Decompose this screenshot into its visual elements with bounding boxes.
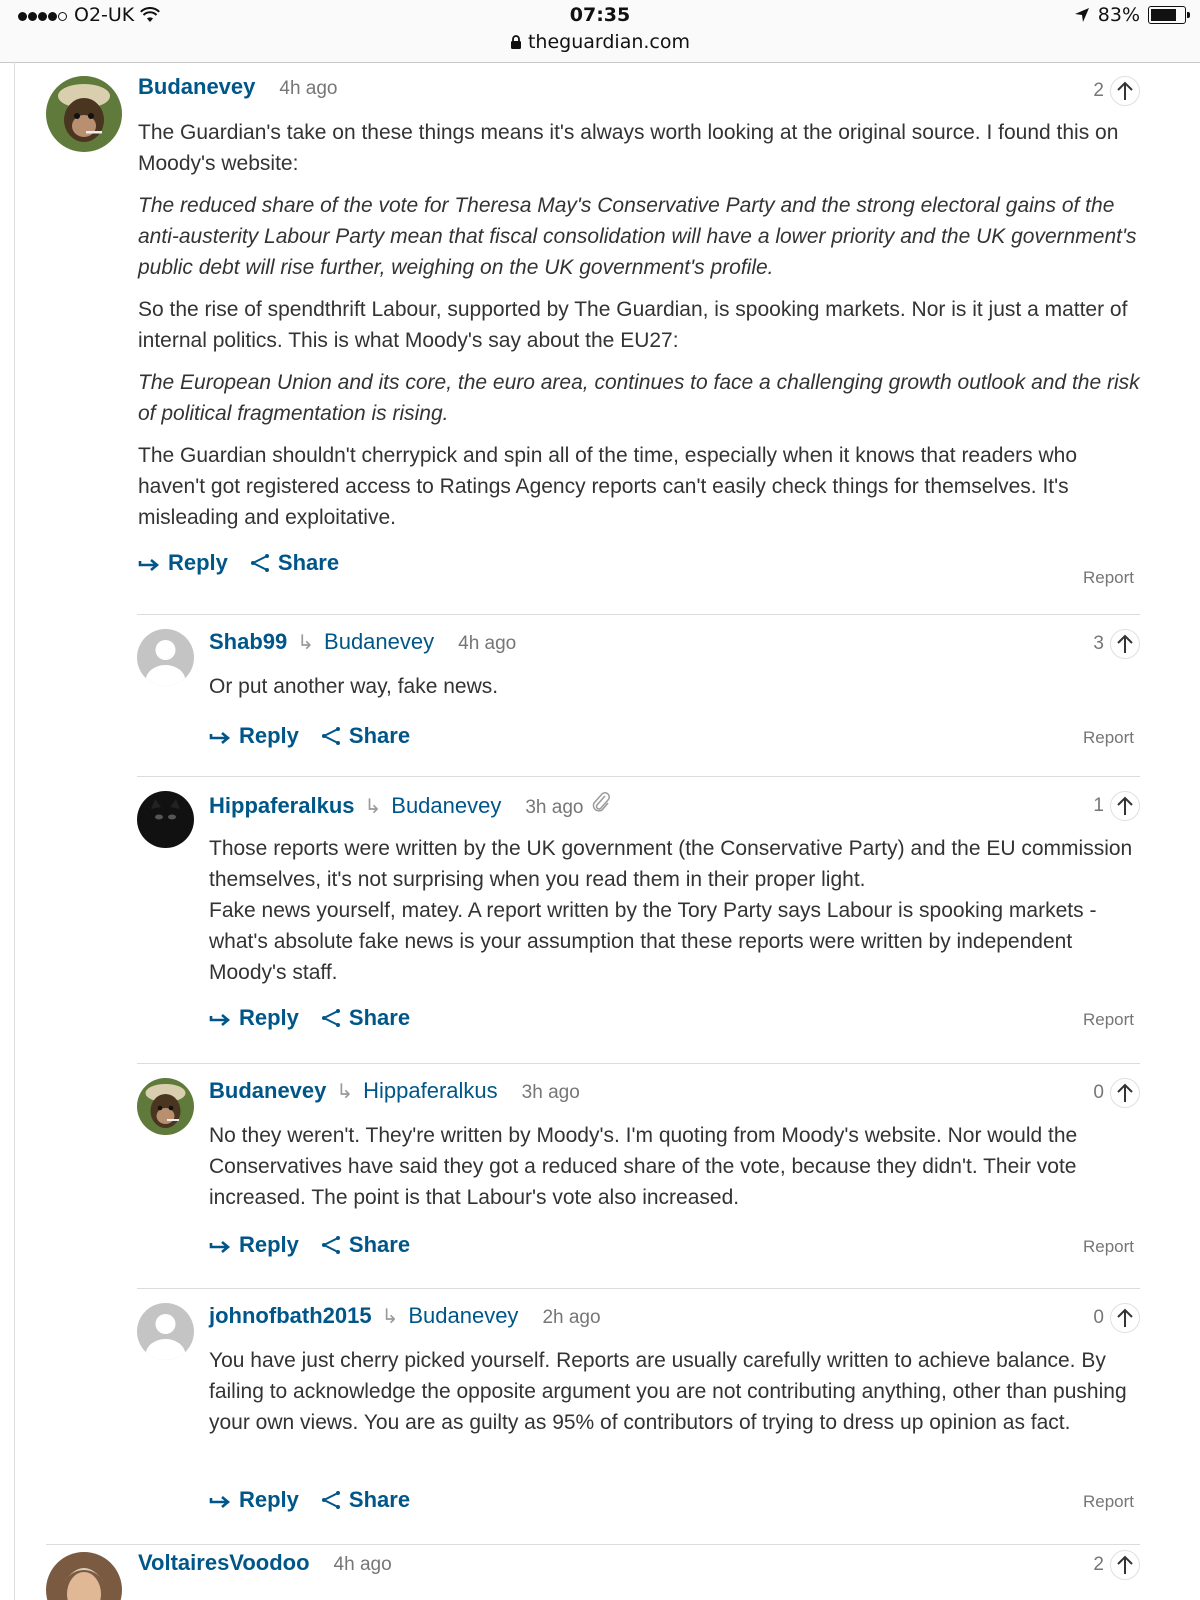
share-button[interactable]: Share	[321, 1487, 410, 1513]
recommend-control	[1093, 791, 1140, 821]
comment-author[interactable]: Budanevey	[209, 1078, 327, 1103]
share-icon	[321, 726, 341, 746]
reply-arrow-icon	[138, 555, 160, 571]
reply-to-author[interactable]: Budanevey	[408, 1303, 519, 1328]
comment-reply	[137, 614, 1140, 773]
comment-body	[138, 117, 1140, 544]
arrow-up-icon	[1116, 1555, 1134, 1575]
recommend-control	[1093, 1550, 1140, 1580]
comment-body	[209, 833, 1140, 999]
comment-author[interactable]: Hippaferalkus	[209, 793, 355, 818]
comment-paragraph: The Guardian shouldn't cherrypick and spin all of the time, especially when it knows that readers who haven't got registered access to Ratings Agency reports can't easily check things for themselves. It's misleading and exploitative.	[138, 444, 1078, 529]
recommend-button[interactable]	[1110, 629, 1140, 659]
chimp-avatar[interactable]	[137, 1078, 194, 1135]
comment-time[interactable]: 4h ago	[458, 633, 517, 654]
comment-actions	[209, 1005, 432, 1031]
battery-icon	[1148, 6, 1186, 24]
url-text: theguardian.com	[527, 31, 691, 53]
battery-status	[1074, 4, 1186, 26]
reply-arrow-icon	[209, 1492, 231, 1508]
comment-time[interactable]: 4h ago	[279, 78, 338, 99]
recommend-control	[1093, 1078, 1140, 1108]
comment-time[interactable]: 4h ago	[333, 1554, 392, 1575]
recommend-control	[1093, 1303, 1140, 1333]
arrow-up-icon	[1116, 1083, 1134, 1103]
arrow-up-icon	[1116, 796, 1134, 816]
comment-paragraph: Those reports were written by the UK government (the Conservative Party) and the EU commission themselves, it's not surprising when you read them in their proper light.	[209, 837, 1133, 891]
comment-reply	[137, 1063, 1140, 1282]
reply-button[interactable]: Reply	[209, 1487, 299, 1513]
comment-author[interactable]: Shab99	[209, 629, 288, 654]
comment-reply	[137, 1288, 1140, 1539]
recommend-button[interactable]	[1110, 1078, 1140, 1108]
comment-time[interactable]: 3h ago	[521, 1082, 580, 1103]
share-icon	[321, 1008, 341, 1028]
comment-body	[209, 671, 1140, 713]
reply-button[interactable]: Reply	[209, 1232, 299, 1258]
battery-percent: 83%	[1097, 4, 1140, 26]
arrow-up-icon	[1116, 634, 1134, 654]
reply-button[interactable]: Reply	[138, 550, 228, 576]
report-link[interactable]: Report	[1082, 568, 1134, 587]
reply-arrow-icon	[209, 728, 231, 744]
share-icon	[321, 1235, 341, 1255]
report-link[interactable]: Report	[1082, 1492, 1134, 1511]
comment-body	[209, 1120, 1140, 1224]
comment-actions	[209, 723, 432, 749]
comment-quote: The European Union and its core, the euro area, continues to face a challenging growth outlook and the risk of political fragmentation is rising.	[138, 371, 1140, 425]
share-button[interactable]: Share	[321, 1232, 410, 1258]
reply-to-author[interactable]: Hippaferalkus	[363, 1078, 498, 1103]
share-button[interactable]: Share	[321, 1005, 410, 1031]
chimp-avatar[interactable]	[46, 76, 122, 152]
recommend-button[interactable]	[1110, 1303, 1140, 1333]
recommend-control	[1093, 76, 1140, 106]
comment-time[interactable]: 3h ago	[525, 797, 584, 818]
recommend-button[interactable]	[1110, 1550, 1140, 1580]
portrait-avatar[interactable]	[46, 1552, 122, 1600]
comment-actions	[209, 1232, 432, 1258]
comment-paragraph: So the rise of spendthrift Labour, supported by The Guardian, is spooking markets. Nor is it just a matter of internal politics. This is what Moody's say about the EU27:	[138, 298, 1128, 352]
comment-author[interactable]: Budanevey	[138, 74, 256, 99]
reply-to-author[interactable]: Budanevey	[324, 629, 435, 654]
recommend-count: 2	[1093, 80, 1104, 101]
carrier-name: O2-UK	[74, 4, 135, 26]
reply-arrow-icon	[209, 1010, 231, 1026]
comment	[46, 62, 1140, 602]
comment-time[interactable]: 2h ago	[542, 1307, 601, 1328]
comment-quote: The reduced share of the vote for Theresa May's Conservative Party and the strong electoral gains of the anti-austerity Labour Party mean that fiscal consolidation will have a lower priority and the UK government's public debt will rise further, weighing on the UK government's profile.	[138, 194, 1137, 279]
share-button[interactable]: Share	[250, 550, 339, 576]
black-cat-avatar[interactable]	[137, 791, 194, 848]
recommend-count: 3	[1093, 633, 1104, 654]
reply-to-icon: ↳	[336, 1081, 354, 1103]
arrow-up-icon	[1116, 1308, 1134, 1328]
lock-icon	[510, 35, 522, 49]
comment-reply	[137, 776, 1140, 1053]
comment	[46, 1550, 1140, 1600]
comment-paragraph: You have just cherry picked yourself. Reports are usually carefully written to achieve balance. By failing to acknowledge the opposite argument you are not contributing anything, other than pushing your own views. You are as guilty as 95% of contributors of trying to dress up opinion as fact.	[209, 1349, 1127, 1434]
reply-to-icon: ↳	[297, 632, 315, 654]
share-button[interactable]: Share	[321, 723, 410, 749]
clock: 07:35	[569, 4, 631, 26]
recommend-count: 0	[1093, 1307, 1104, 1328]
comment-author[interactable]: johnofbath2015	[209, 1303, 372, 1328]
recommend-button[interactable]	[1110, 791, 1140, 821]
status-bar	[0, 0, 1200, 63]
comment-author[interactable]: VoltairesVoodoo	[138, 1550, 310, 1575]
recommend-count: 1	[1093, 795, 1104, 816]
report-link[interactable]: Report	[1082, 728, 1134, 747]
share-icon	[321, 1490, 341, 1510]
default-avatar[interactable]	[137, 1303, 194, 1360]
recommend-count: 0	[1093, 1082, 1104, 1103]
reply-to-icon: ↳	[381, 1306, 399, 1328]
reply-to-icon: ↳	[364, 796, 382, 818]
report-link[interactable]: Report	[1082, 1010, 1134, 1029]
share-icon	[250, 553, 270, 573]
comment-paragraph: Fake news yourself, matey. A report written by the Tory Party says Labour is spooking markets - what's absolute fake news is your assumption that these reports were written by independent Moody's staff.	[209, 899, 1097, 984]
reply-arrow-icon	[209, 1237, 231, 1253]
comment-actions	[209, 1487, 432, 1513]
reply-to-author[interactable]: Budanevey	[391, 793, 502, 818]
comment-paragraph: No they weren't. They're written by Moody's. I'm quoting from Moody's website. Nor would the Conservatives have said they got a reduced share of the vote, because they didn't. Their vote increased. The point is that Labour's vote also increased.	[209, 1124, 1078, 1209]
comment-actions	[138, 550, 361, 576]
address-bar[interactable]	[0, 31, 1200, 53]
arrow-up-icon	[1116, 81, 1134, 101]
recommend-button[interactable]	[1110, 76, 1140, 106]
reply-button[interactable]: Reply	[209, 723, 299, 749]
comment-paragraph: Or put another way, fake news.	[209, 675, 499, 698]
comments-section	[0, 62, 1200, 1600]
thread-line	[14, 62, 15, 1600]
report-link[interactable]: Report	[1082, 1237, 1134, 1256]
paperclip-icon	[591, 791, 611, 819]
comment-paragraph: The Guardian's take on these things means it's always worth looking at the original source. I found this on Moody's website:	[138, 121, 1119, 175]
default-avatar[interactable]	[137, 629, 194, 686]
reply-button[interactable]: Reply	[209, 1005, 299, 1031]
comment-body	[209, 1345, 1140, 1449]
recommend-count: 2	[1093, 1554, 1104, 1575]
location-arrow-icon	[1074, 7, 1090, 23]
recommend-control	[1093, 629, 1140, 659]
comment-divider	[46, 1544, 1140, 1545]
